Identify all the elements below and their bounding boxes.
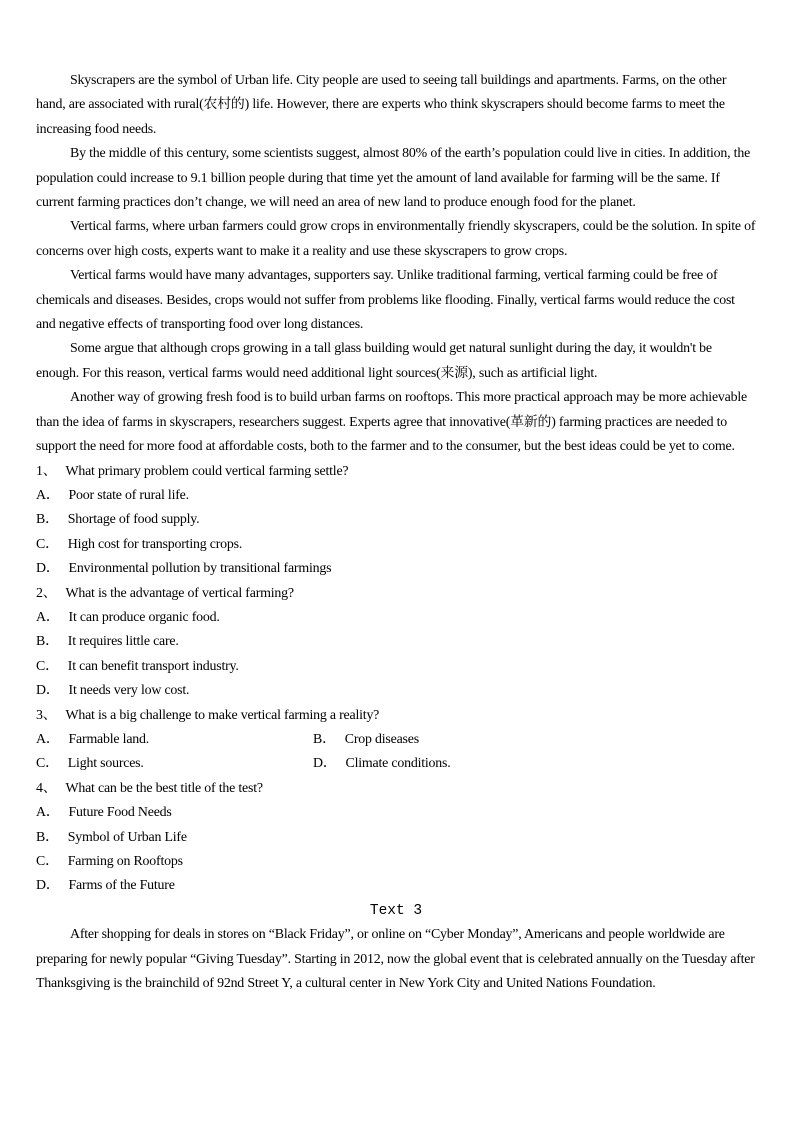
- option-label: A．: [36, 731, 60, 747]
- question-stem: [36, 460, 756, 484]
- option-label: B．: [313, 731, 336, 747]
- text3-passage: [36, 923, 756, 996]
- question-number: 4、: [36, 780, 57, 796]
- question-block: [36, 777, 756, 899]
- option-text: Future Food Needs: [68, 805, 172, 821]
- answer-option: [313, 728, 756, 752]
- option-label: D．: [313, 756, 337, 772]
- question-text: What primary problem could vertical farming settle?: [65, 463, 349, 479]
- option-label: B．: [36, 634, 59, 650]
- answer-option: [313, 752, 756, 776]
- option-label: C．: [36, 854, 59, 869]
- paragraph: Vertical farms would have many advantages, supporters say. Unlike traditional farming, vertical farming could be free of chemicals and diseases. Besides, crops would not suffer from problems like flooding. Finally, vertical farms would reduce the cost and negative effects of transporting food over long distances.: [36, 268, 735, 333]
- answer-option: [36, 826, 756, 850]
- option-text: High cost for transporting crops.: [67, 536, 243, 552]
- answer-option: [36, 679, 756, 703]
- answer-option: [36, 606, 756, 630]
- option-group: [36, 484, 756, 582]
- option-label: A．: [36, 805, 60, 821]
- section-heading: Text 3: [369, 902, 423, 919]
- option-label: C．: [36, 536, 59, 552]
- answer-option: [36, 874, 756, 898]
- option-text: Farming on Rooftops: [67, 854, 183, 869]
- option-label: C．: [36, 756, 59, 772]
- option-text: Environmental pollution by transitional farmings: [68, 561, 332, 577]
- answer-option: [36, 752, 313, 776]
- option-label: B．: [36, 512, 59, 528]
- question-block: [36, 582, 756, 704]
- option-label: D．: [36, 561, 60, 577]
- option-label: A．: [36, 487, 60, 503]
- option-text: It requires little care.: [67, 634, 179, 650]
- answer-option: [36, 484, 756, 508]
- question-text: What can be the best title of the test?: [65, 780, 263, 796]
- option-text: It needs very low cost.: [68, 683, 190, 699]
- question-stem: [36, 777, 756, 801]
- option-text: Climate conditions.: [345, 756, 451, 772]
- question-stem: [36, 582, 756, 606]
- question-text: What is the advantage of vertical farming?: [65, 585, 294, 601]
- answer-option: [36, 557, 756, 581]
- paragraph: Another way of growing fresh food is to build urban farms on rooftops. This more practical approach may be more achievable than the idea of farms in skyscrapers, researchers suggest. Experts agree that innovative(革新的) farming practices are needed to support the need for more food at affordable costs, both to the farmer and to the consumer, but the best ideas could be yet to come.: [36, 390, 747, 455]
- option-label: B．: [36, 829, 59, 845]
- question-number: 2、: [36, 585, 57, 601]
- paragraph: Vertical farms, where urban farmers could grow crops in environmentally friendly skyscrapers, could be the solution. In spite of concerns over high costs, experts want to make it a reality and use these skyscrapers to grow crops.: [36, 219, 756, 259]
- answer-option: [36, 850, 756, 874]
- paragraph: Some argue that although crops growing in a tall glass building would get natural sunlight during the day, it wouldn't be enough. For this reason, vertical farms would need additional light sources(来源), such as artificial light.: [36, 341, 712, 381]
- option-group: [36, 606, 756, 704]
- question-list: [36, 460, 756, 899]
- option-text: Crop diseases: [344, 731, 419, 747]
- answer-option: [36, 801, 756, 825]
- question-number: 1、: [36, 463, 57, 479]
- option-text: Farms of the Future: [68, 878, 175, 894]
- paragraph: Skyscrapers are the symbol of Urban life. City people are used to seeing tall buildings and apartments. Farms, on the other hand, are associated with rural(农村的) life. However, there are experts who think skyscrapers should become farms to meet the increasing food needs.: [36, 73, 727, 137]
- answer-option: [36, 728, 313, 752]
- question-text: What is a big challenge to make vertical farming a reality?: [65, 707, 380, 723]
- option-text: Poor state of rural life.: [68, 487, 189, 503]
- option-label: C．: [36, 658, 59, 674]
- option-text: Light sources.: [67, 756, 144, 772]
- question-block: [36, 704, 756, 777]
- option-group: [36, 801, 756, 899]
- answer-option: [36, 655, 756, 679]
- answer-option: [36, 508, 756, 532]
- reading-passage: [36, 69, 756, 460]
- option-text: It can benefit transport industry.: [67, 658, 239, 674]
- paragraph: By the middle of this century, some scientists suggest, almost 80% of the earth’s population could live in cities. In addition, the population could increase to 9.1 billion people during that time yet the amount of land available for farming will be the same. If current farming practices don’t change, we will need an area of new land to produce enough food for the planet.: [36, 146, 751, 211]
- option-group: [36, 728, 756, 777]
- option-label: D．: [36, 683, 60, 699]
- option-text: Symbol of Urban Life: [67, 829, 187, 845]
- option-text: Shortage of food supply.: [67, 512, 200, 528]
- option-label: A．: [36, 609, 60, 625]
- question-block: [36, 460, 756, 582]
- answer-option: [36, 533, 756, 557]
- option-label: D．: [36, 878, 60, 894]
- answer-option: [36, 630, 756, 654]
- option-text: It can produce organic food.: [68, 609, 220, 625]
- question-stem: [36, 704, 756, 728]
- option-text: Farmable land.: [68, 731, 150, 747]
- question-number: 3、: [36, 707, 57, 723]
- paragraph: After shopping for deals in stores on “Black Friday”, or online on “Cyber Monday”, Americans and people worldwide are preparing for newly popular “Giving Tuesday”. Starting in 2012, now the global event that is celebrated annually on the Tuesday after Thanksgiving is the brainchild of 92nd Street Y, a cultural center in New York City and United Nations Foundation.: [36, 927, 755, 992]
